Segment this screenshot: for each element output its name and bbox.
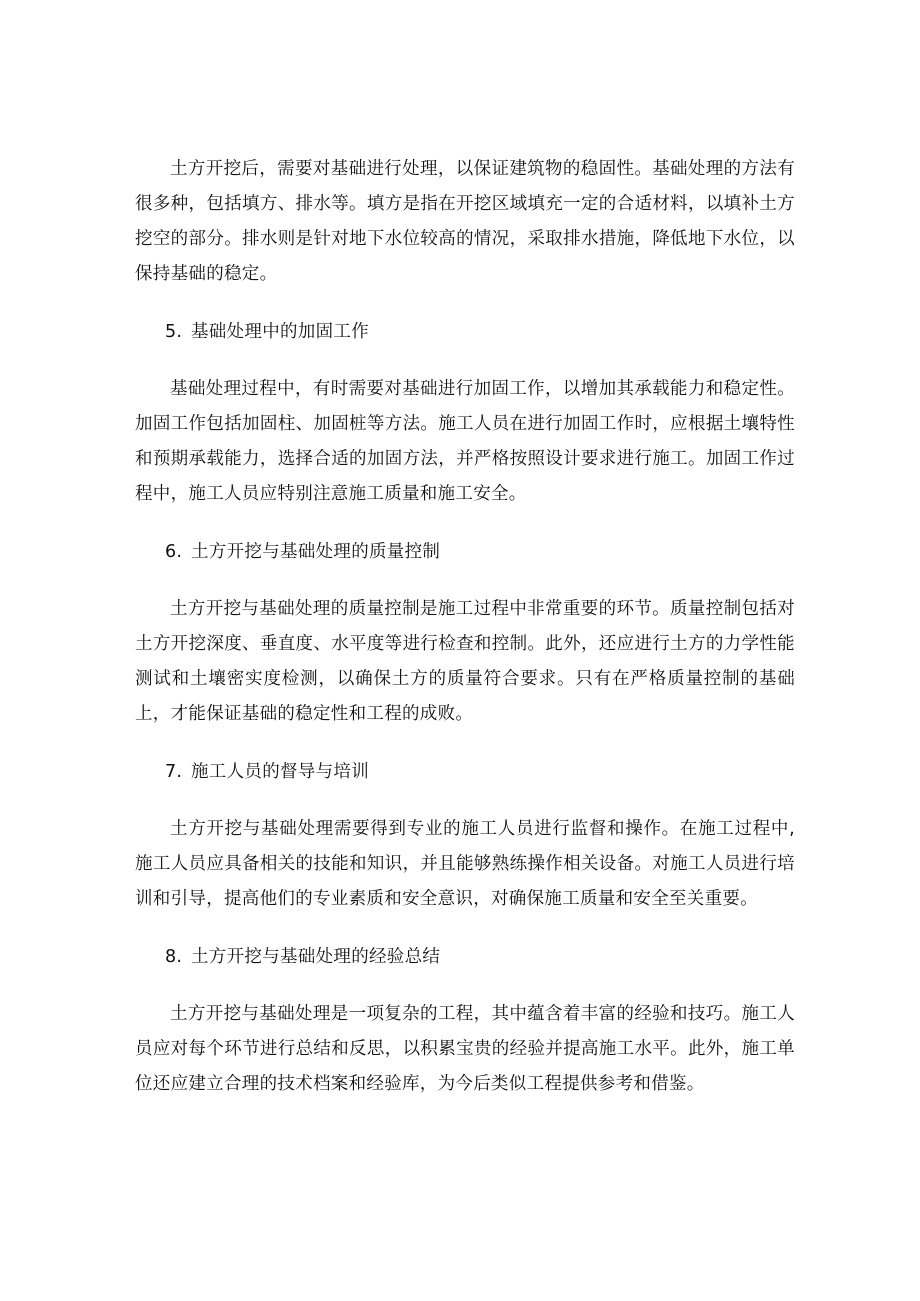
section-title: 施工人员的督导与培训 bbox=[191, 762, 369, 782]
paragraph-supervision-training: 土方开挖与基础处理需要得到专业的施工人员进行监督和操作。在施工过程中,施工人员应具备相关的技能和知识，并且能够熟练操作相关设备。对施工人员进行培训和引导，提高他们的专业素质和安全意识，对确保施工质量和安全至关重要。 bbox=[135, 819, 795, 909]
section-heading-7 bbox=[135, 758, 795, 786]
section-title: 基础处理中的加固工作 bbox=[191, 322, 369, 342]
section-title: 土方开挖与基础处理的质量控制 bbox=[191, 542, 441, 562]
section-heading-6 bbox=[135, 538, 795, 566]
section-title: 土方开挖与基础处理的经验总结 bbox=[191, 947, 441, 967]
section-number: 8. bbox=[165, 947, 183, 967]
paragraph-reinforcement: 基础处理过程中，有时需要对基础进行加固工作，以增加其承载能力和稳定性。加固工作包括加固柱、加固桩等方法。施工人员在进行加固工作时，应根据土壤特性和预期承载能力，选择合适的加固方法，并严格按照设计要求进行施工。加固工作过程中，施工人员应特别注意施工质量和施工安全。 bbox=[135, 379, 795, 504]
section-heading-8 bbox=[135, 943, 795, 971]
paragraph-quality-control: 土方开挖与基础处理的质量控制是施工过程中非常重要的环节。质量控制包括对土方开挖深度、垂直度、水平度等进行检查和控制。此外，还应进行土方的力学性能测试和土壤密实度检测，以确保土方的质量符合要求。只有在严格质量控制的基础上，才能保证基础的稳定性和工程的成败。 bbox=[135, 599, 795, 724]
paragraph-experience-summary: 土方开挖与基础处理是一项复杂的工程，其中蕴含着丰富的经验和技巧。施工人员应对每个环节进行总结和反思，以积累宝贵的经验并提高施工水平。此外，施工单位还应建立合理的技术档案和经验库，为今后类似工程提供参考和借鉴。 bbox=[135, 1004, 795, 1094]
section-number: 7. bbox=[165, 762, 183, 782]
section-number: 5. bbox=[165, 322, 183, 342]
document-body bbox=[135, 152, 795, 1128]
paragraph-foundation-treatment: 土方开挖后，需要对基础进行处理，以保证建筑物的稳固性。基础处理的方法有很多种，包括填方、排水等。填方是指在开挖区域填充一定的合适材料，以填补土方挖空的部分。排水则是针对地下水位较高的情况，采取排水措施，降低地下水位，以保持基础的稳定。 bbox=[135, 159, 795, 284]
section-heading-5 bbox=[135, 318, 795, 346]
section-number: 6. bbox=[165, 542, 183, 562]
